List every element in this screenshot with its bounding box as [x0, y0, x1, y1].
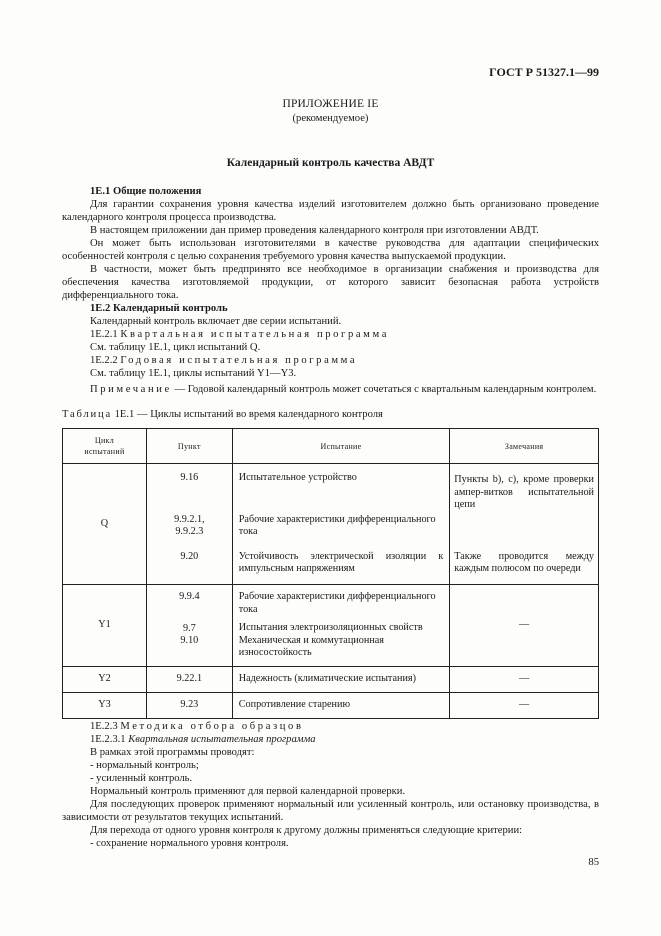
paragraph: Нормальный контроль применяют для первой календарной проверки. [90, 786, 406, 797]
page-number: 85 [588, 857, 599, 868]
remark-dash: — [450, 667, 599, 693]
list-item: - сохранение нормального уровня контроля. [90, 838, 289, 849]
clause: 9.20 [180, 550, 199, 562]
paragraph: См. таблицу 1E.1, циклы испытаний Y1—Y3. [90, 368, 297, 379]
header-clause: Пункт [146, 429, 232, 464]
note-label: Примечание [90, 384, 172, 395]
test-name: Рабочие характеристики дифференциального тока [238, 513, 436, 538]
subsection-title: Квартальная испытательная программа [120, 329, 390, 340]
annex-subtitle: (рекомендуемое) [292, 113, 369, 124]
clause-cell [146, 585, 232, 667]
subsection-sampling [62, 720, 599, 733]
subsubsection [62, 733, 599, 746]
header-cycle: Цикл испытаний [63, 429, 147, 464]
paragraph: В частности, может быть предпринято все необходимое в организации снабжения и производства для обеспечения качества изготовляемой продукции, от которого зависит безопасная работа устройств дифференциального тока. [62, 264, 599, 301]
table-caption-text: 1E.1 — Циклы испытаний во время календарного контроля [111, 409, 383, 420]
cycle-q: Q [63, 464, 147, 585]
table-row [63, 667, 599, 693]
clause: 9.16 [180, 472, 199, 483]
subsection-number: 1E.2.1 [90, 329, 118, 340]
document-title: Календарный контроль качества АВДТ [226, 157, 435, 169]
subsection-number: 1E.2.3 [90, 721, 118, 732]
paragraph: Он может быть использован изготовителями в качестве руководства для адаптации специфических особенностей контроля с целью сохранения требуемого уровня качества выпускаемой продукции. [62, 238, 599, 262]
clause-cell [146, 464, 232, 585]
subsection-title: Годовая испытательная программа [120, 355, 358, 366]
list-item: - нормальный контроль; [90, 760, 199, 771]
header-remarks: Замечания [450, 429, 599, 464]
remark: Также проводится между каждым полюсом по очереди [454, 550, 594, 575]
list-item: - усиленный контроль. [90, 773, 193, 784]
remark-dash: — [450, 585, 599, 667]
test-cell [232, 585, 450, 667]
paragraph: Для гарантии сохранения уровня качества изделий изготовителем должно быть организовано проведение календарного контроля процесса производства. [62, 199, 599, 223]
remark-dash: — [450, 693, 599, 719]
body-text-lower [62, 720, 599, 850]
section-heading-general: 1E.1 Общие положения [90, 186, 202, 197]
paragraph: Для перехода от одного уровня контроля к другому должны применяться следующие критерии: [90, 825, 523, 836]
paragraph: См. таблицу 1E.1, цикл испытаний Q. [90, 342, 261, 353]
test-cell [232, 464, 450, 585]
test-name: Сопротивление старению [232, 693, 450, 719]
clause: 9.22.1 [146, 667, 232, 693]
test-name: Испытания электроизоляционных свойств [238, 622, 423, 634]
clause: 9.9.4 [179, 591, 200, 602]
body-text-upper [62, 185, 599, 396]
clause: 9.9.2.1, 9.9.2.3 [174, 513, 205, 538]
remarks-cell [450, 464, 599, 585]
standard-number: ГОСТ Р 51327.1—99 [489, 65, 599, 79]
clause: 9.7 [182, 622, 196, 634]
subsection-annual [62, 354, 599, 367]
subsubsection-title: Квартальная испытательная программа [128, 734, 316, 745]
test-name: Механическая и коммутационная износостойкость [238, 634, 384, 659]
cycle-y2: Y2 [63, 667, 147, 693]
table-caption [62, 408, 383, 421]
annex-title: ПРИЛОЖЕНИЕ IE [282, 98, 379, 110]
subsection-number: 1E.2.2 [90, 355, 118, 366]
note [62, 383, 599, 396]
clause: 9.23 [146, 693, 232, 719]
test-name: Испытательное устройство [238, 472, 357, 483]
table-header-row [63, 429, 599, 464]
paragraph: В настоящем приложении дан пример проведения календарного контроля при изготовлении АВДТ. [90, 225, 539, 236]
test-name: Рабочие характеристики дифференциального тока [238, 591, 436, 615]
paragraph: Для последующих проверок применяют нормальный или усиленный контроль, или остановку производства, в зависимости от результатов текущих испытаний. [62, 799, 599, 823]
cycle-y3: Y3 [63, 693, 147, 719]
subsection-quarterly [62, 328, 599, 341]
test-cycles-table [62, 428, 599, 719]
test-name: Надежность (климатические испытания) [232, 667, 450, 693]
paragraph: Календарный контроль включает две серии испытаний. [90, 316, 342, 327]
table-row [63, 464, 599, 585]
paragraph: В рамках этой программы проводят: [90, 747, 255, 758]
clause: 9.10 [180, 635, 199, 647]
note-text: — Годовой календарный контроль может сочетаться с квартальным календарным контролем. [171, 384, 597, 395]
cycle-y1: Y1 [63, 585, 147, 667]
header-test: Испытание [232, 429, 450, 464]
remark: Пункты b), c), кроме проверки ампер-витков испытательной цепи [454, 474, 594, 511]
table-row [63, 693, 599, 719]
subsubsection-number: 1E.2.3.1 [90, 734, 126, 745]
table-caption-label: Таблица [62, 409, 112, 420]
table-row [63, 585, 599, 667]
subsection-title: Методика отбора образцов [120, 721, 304, 732]
section-heading-periodic: 1E.2 Календарный контроль [90, 303, 228, 314]
test-name: Устойчивость электрической изоляции к импульсным напряжениям [238, 550, 444, 575]
